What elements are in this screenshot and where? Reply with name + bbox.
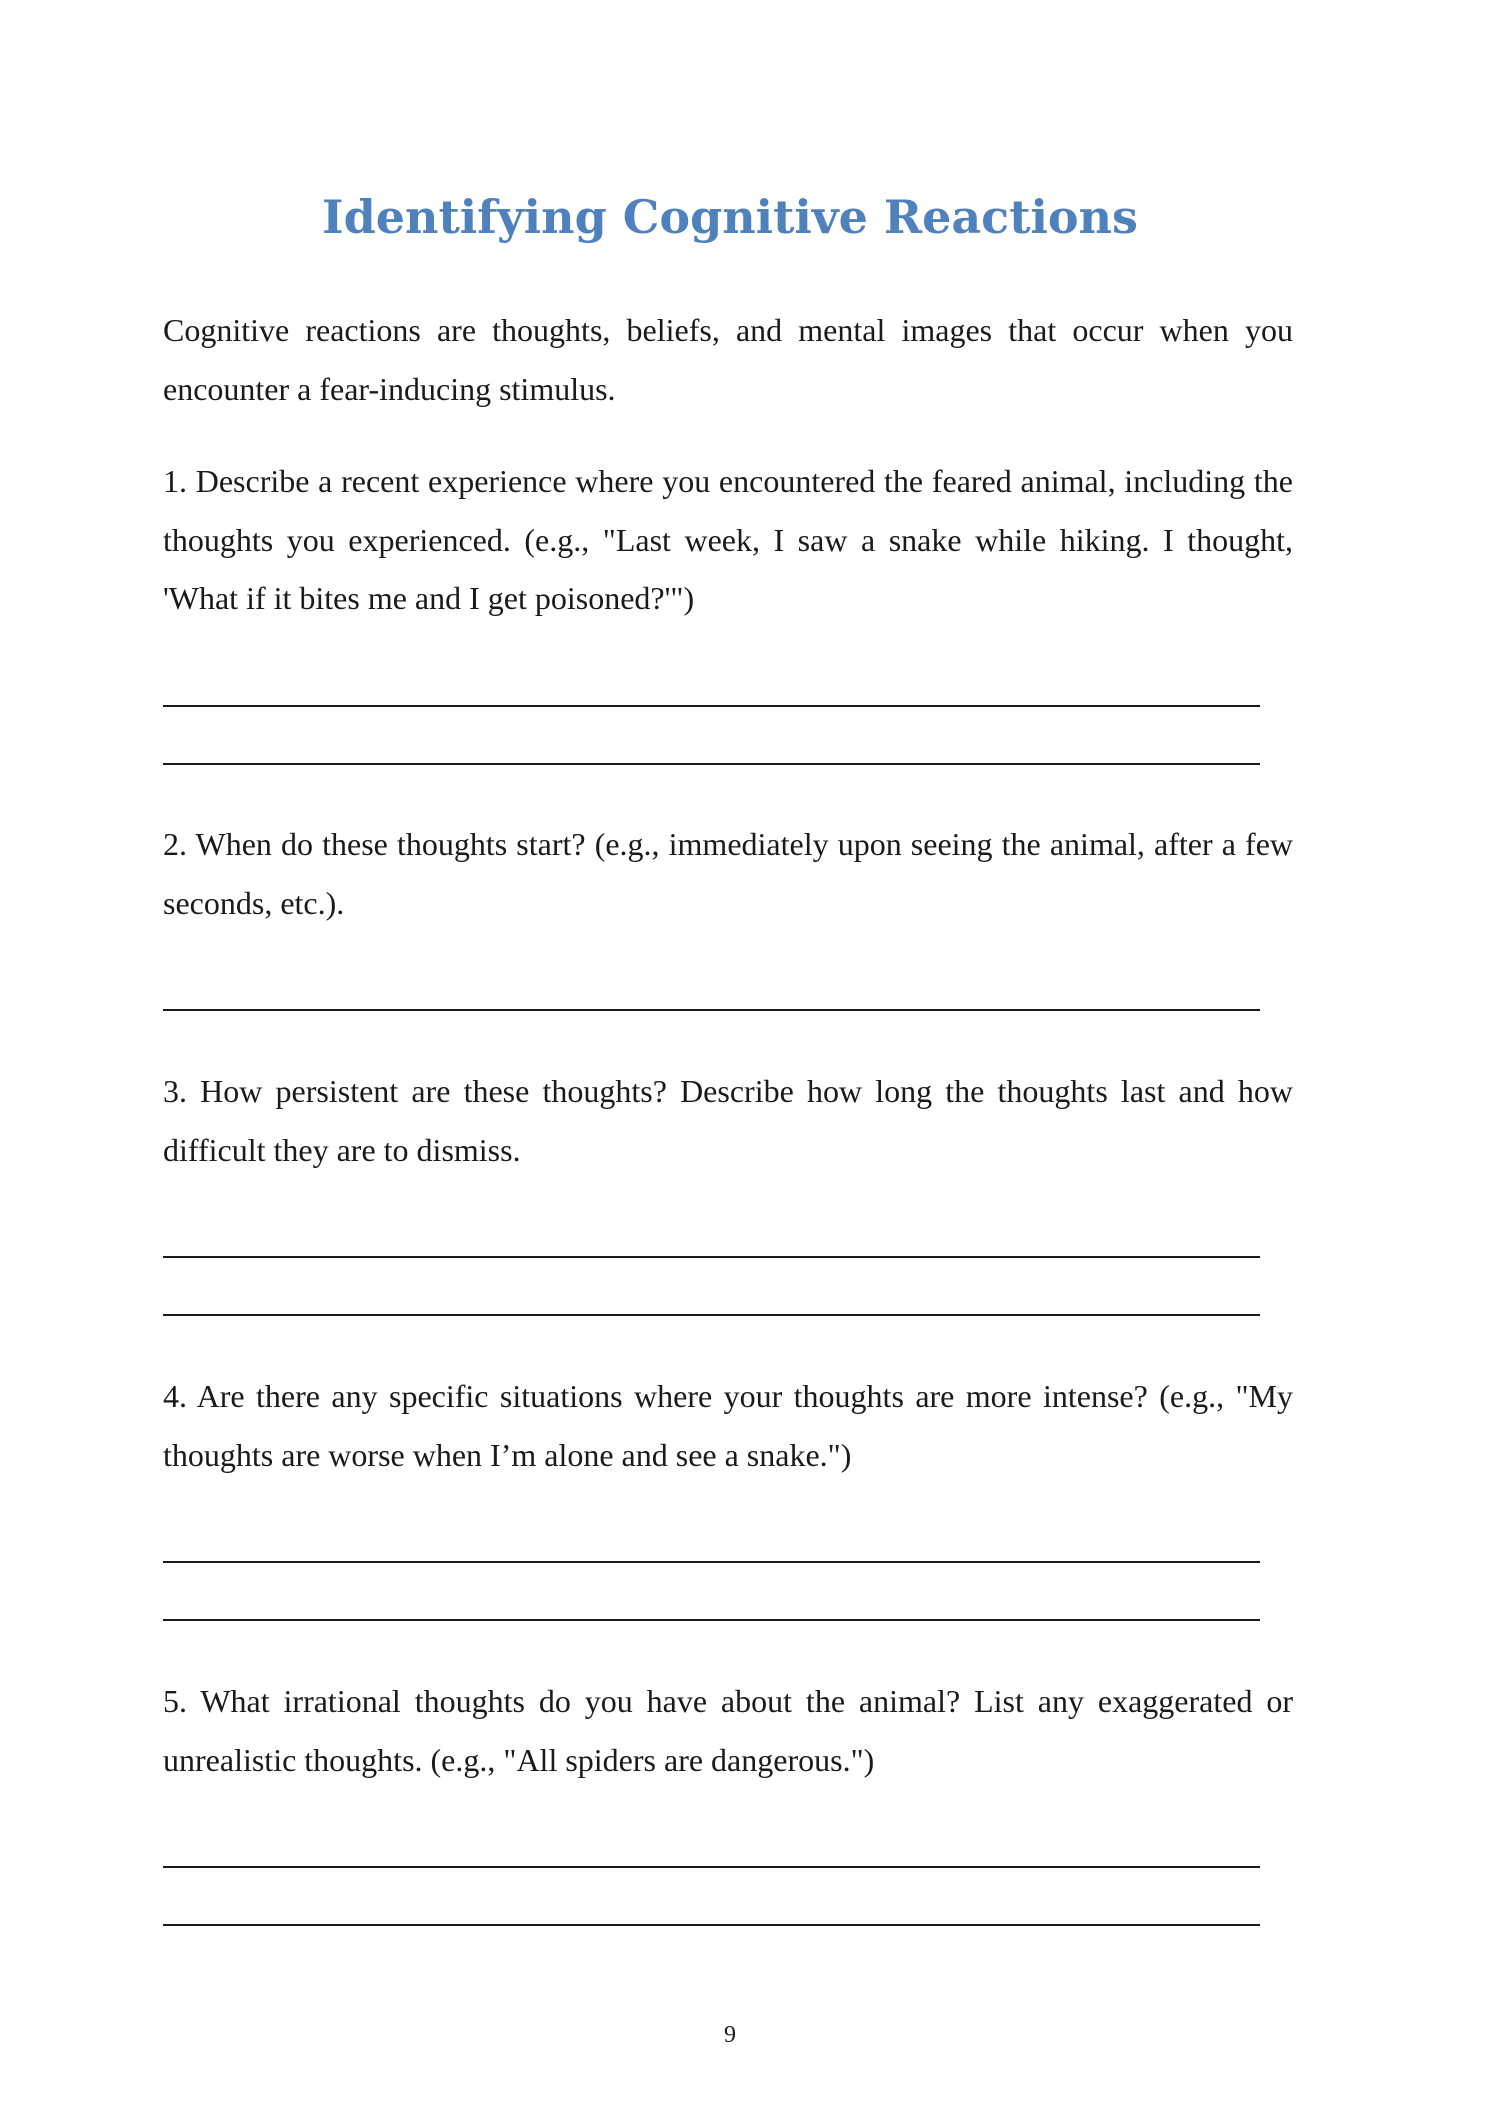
- question-3: 3. How persistent are these thoughts? Describe how long the thoughts last and how difficult they are to dismiss.: [163, 1073, 1293, 1168]
- question-4: 4. Are there any specific situations where your thoughts are more intense? (e.g., "My thoughts are worse when I’m alone and see a snake."): [163, 1378, 1293, 1473]
- page-title: Identifying Cognitive Reactions: [322, 190, 1138, 244]
- question-1: 1. Describe a recent experience where you encountered the feared animal, including the thoughts you experienced. (e.g., "Last week, I saw a snake while hiking. I thought, 'What if it bites me and I get poisoned?'"): [163, 463, 1293, 616]
- question-5: 5. What irrational thoughts do you have about the animal? List any exaggerated or unrealistic thoughts. (e.g., "All spiders are dangerous."): [163, 1683, 1293, 1778]
- answer-line-3a[interactable]: [163, 1256, 1260, 1258]
- answer-line-1a[interactable]: [163, 705, 1260, 707]
- answer-line-4b[interactable]: [163, 1619, 1260, 1621]
- answer-line-3b[interactable]: [163, 1314, 1260, 1316]
- answer-line-5a[interactable]: [163, 1866, 1260, 1868]
- answer-line-5b[interactable]: [163, 1924, 1260, 1926]
- answer-line-1b[interactable]: [163, 763, 1260, 765]
- answer-line-2a[interactable]: [163, 1009, 1260, 1011]
- question-2: 2. When do these thoughts start? (e.g., immediately upon seeing the animal, after a few seconds, etc.).: [163, 826, 1293, 921]
- answer-line-4a[interactable]: [163, 1561, 1260, 1563]
- intro-paragraph: Cognitive reactions are thoughts, beliefs, and mental images that occur when you encounter a fear-inducing stimulus.: [163, 312, 1293, 407]
- page-number: 9: [724, 2022, 736, 2048]
